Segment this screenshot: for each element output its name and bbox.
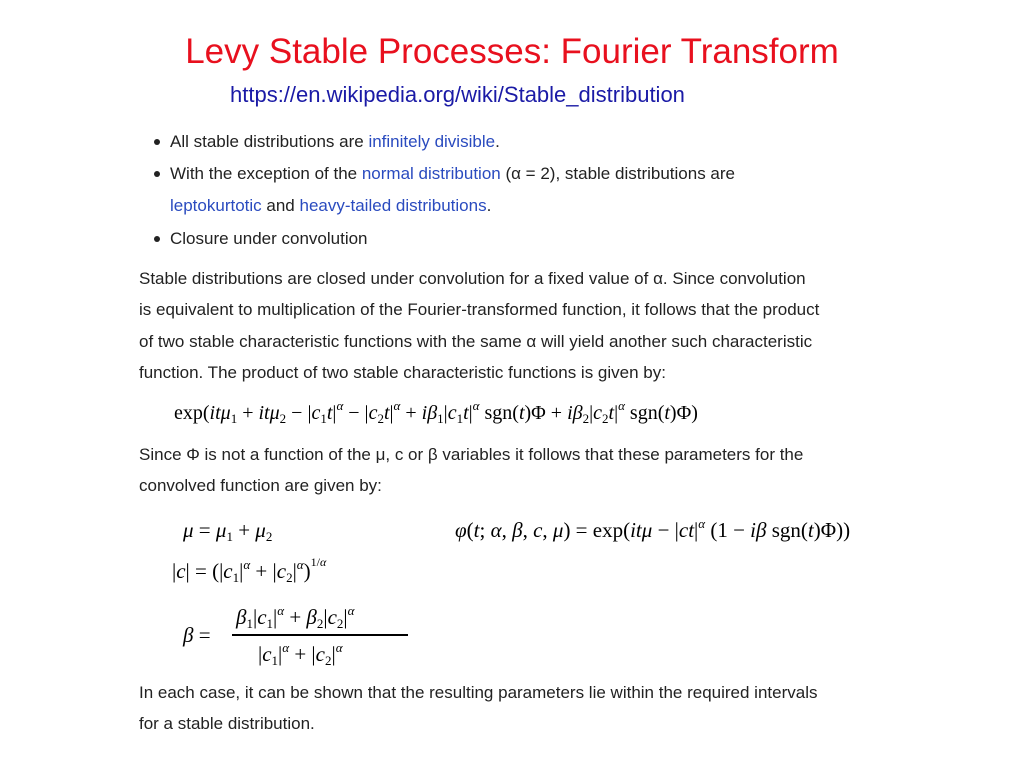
- link-leptokurtotic[interactable]: leptokurtotic: [170, 196, 262, 215]
- link-infinitely-divisible[interactable]: infinitely divisible: [368, 132, 496, 151]
- bullet-dot: [154, 139, 160, 145]
- paragraph-line: convolved function are given by:: [139, 476, 382, 495]
- bullet-dot: [154, 171, 160, 177]
- bullet-text: .: [486, 196, 492, 215]
- bullet-item-normal-exception: [170, 163, 735, 185]
- paragraph-line: of two stable characteristic functions with the same α will yield another such characteristic: [139, 332, 813, 351]
- equation-product: $\exp(it\mu_1 + it\mu_2 - |c_1t|^\alpha - |c_2t|^\alpha + i\beta_1|c_1t|^\alpha$ $sgn(t)\Phi + i\beta_2|c_2t|^\alpha$ sgn(t)Φ): [174, 398, 698, 426]
- equation-phi: φ(t; α, β, c, $\mu) = \exp(it\mu - |ct|^\alpha$ (1 − iβ sgn(t)Φ)): [455, 516, 851, 542]
- equation-beta-numerator: $\beta_1|c_1|^\alpha + \beta_2|c_2|^\alpha$: [236, 603, 355, 631]
- paragraph-line: for a stable distribution.: [139, 714, 315, 733]
- bullet-item-continuation: [170, 195, 491, 217]
- paragraph-line: Stable distributions are closed under convolution for a fixed value of α. Since convolution: [139, 269, 806, 288]
- equation-beta-lhs: β =: [183, 623, 211, 647]
- bullet-text: and: [261, 196, 300, 215]
- bullet-item-infinitely-divisible: [170, 131, 500, 153]
- paragraph-line: is equivalent to multiplication of the Fourier-transformed function, it follows that the product: [139, 300, 820, 319]
- equation-mu: $\mu = \mu_1 + \mu_2$: [183, 518, 273, 544]
- equation-c: $|c| = (|c_1|^\alpha + |c_2|^\alpha)^{1/\alpha}$: [172, 555, 327, 585]
- bullet-dot: [154, 236, 160, 242]
- bullet-text: All stable distributions are: [170, 132, 369, 151]
- fraction-bar: [232, 634, 408, 636]
- bullet-text: (α = 2), stable distributions are: [500, 164, 735, 183]
- bullet-text: .: [495, 132, 500, 151]
- bullet-text: With the exception of the: [170, 164, 362, 183]
- source-url[interactable]: https://en.wikipedia.org/wiki/Stable_distribution: [230, 82, 685, 107]
- paragraph-line: function. The product of two stable characteristic functions is given by:: [139, 363, 666, 382]
- paragraph-line: Since Φ is not a function of the μ, c or β variables it follows that these parameters for the: [139, 445, 804, 464]
- link-normal-distribution[interactable]: normal distribution: [361, 164, 501, 183]
- paragraph-line: In each case, it can be shown that the resulting parameters lie within the required intervals: [139, 683, 818, 702]
- bullet-item-closure: Closure under convolution: [170, 229, 368, 248]
- slide-title: Levy Stable Processes: Fourier Transform: [185, 32, 839, 71]
- link-heavy-tailed[interactable]: heavy-tailed distributions: [299, 196, 487, 215]
- equation-beta-denominator: $|c_1|^\alpha + |c_2|^\alpha$: [258, 640, 343, 668]
